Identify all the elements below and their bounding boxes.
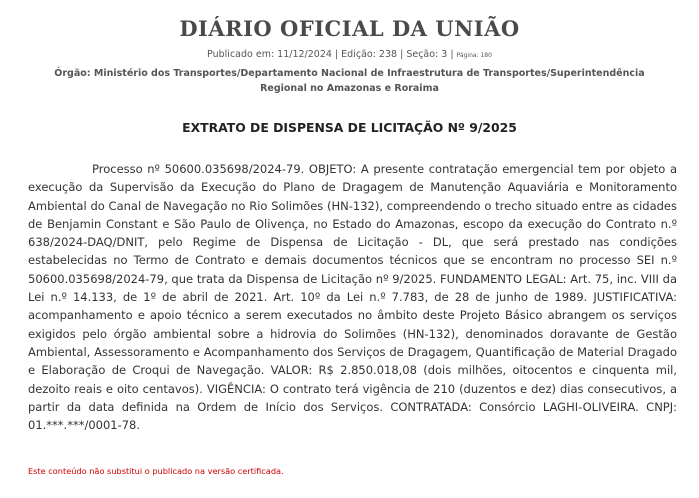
document-body: Processo nº 50600.035698/2024-79. OBJETO: A presente contratação emergencial tem por objeto a execução da Supervisão da Execução do Plano de Dragagem de Manutenção Aquaviária e Monitoramento Ambiental do Canal de Navegação no Rio Solimões (HN-132), compreendendo o trecho situado entre as cidades de Benjamin Constant e São Paulo de Olivença, no Estado do Amazonas, escopo da execução do Contrato n.º 638/2024-DAQ/DNIT, pelo Regime de Dispensa de Licitação - DL, que será prestado nas condições estabelecidas no Termo de Contrato e demais documentos técnicos que se encontram no processo SEI n.º 50600.035698/2024-79, que trata da Dispensa de Licitação nº 9/2025. FUNDAMENTO LEGAL: Art. 75, inc. VIII da Lei n.º 14.133, de 1º de abril de 2021. Art. 10º da Lei n.º 7.783, de 28 de junho de 1989. JUSTIFICATIVA: acompanhamento e apoio técnico a serem executados no âmbito deste Projeto Básico abrangem os serviços exigidos pelo órgão ambiental sobre a hidrovia do Solimões (HN-132), denominados doravante de Gestão Ambiental, Assessoramento e Acompanhamento dos Serviços de Dragagem, Quantificação de Material Dragado e Elaboração de Croqui de Navegação. VALOR: R$ 2.850.018,08 (dois milhões, oitocentos e cinquenta mil, dezoito reais e oito centavos). VIGÊNCIA: O contrato terá vigência de 210 (duzentos e dez) dias consecutivos, a partir da data definida na Ordem de Início dos Serviços. CONTRATADA: Consórcio LAGHI-OLIVEIRA. CNPJ: 01.***.***/0001-78. xyxy=(28,162,677,433)
publication-info xyxy=(0,48,699,63)
publication-date: Publicado em: 11/12/2024 xyxy=(207,49,332,60)
edition-number: Edição: 238 xyxy=(341,49,398,60)
section-number: Seção: 3 xyxy=(406,49,448,60)
masthead-title: DIÁRIO OFICIAL DA UNIÃO xyxy=(179,16,520,41)
certification-disclaimer: Este conteúdo não substitui o publicado na versão certificada. xyxy=(28,466,284,476)
document-title: EXTRATO DE DISPENSA DE LICITAÇÃO Nº 9/2025 xyxy=(182,120,517,135)
issuing-agency: Órgão: Ministério dos Transportes/Departamento Nacional de Infraestrutura de Transportes/Superintendência Regional no Amazonas e Roraima xyxy=(54,68,645,94)
separator: | xyxy=(331,49,342,60)
separator: | xyxy=(447,49,457,60)
separator: | xyxy=(397,49,407,60)
page-number: Página: 180 xyxy=(456,52,492,59)
